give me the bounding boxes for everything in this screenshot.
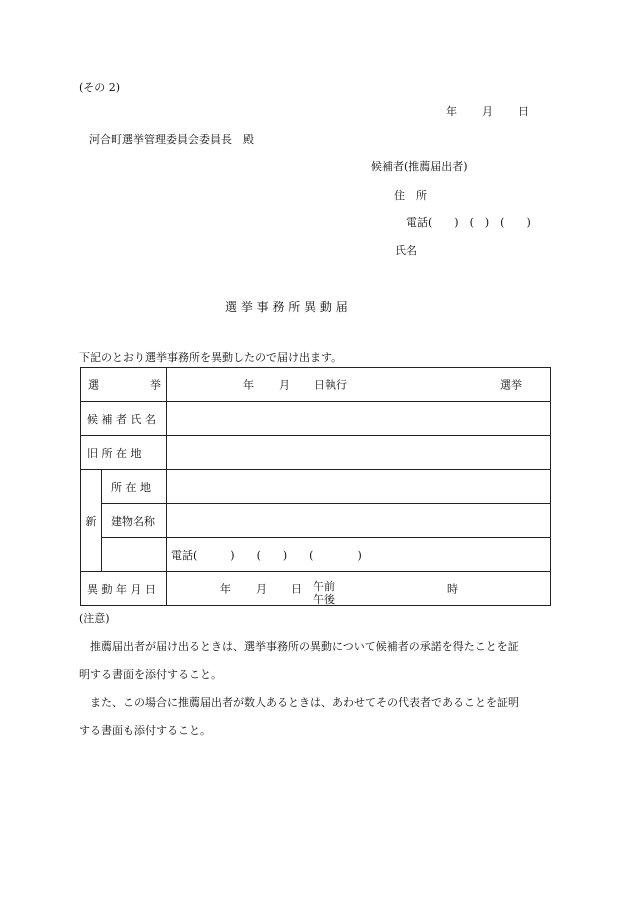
form-number: (その 2) (79, 81, 121, 94)
candidate-value (167, 402, 551, 436)
notes-para2-line2: する書面も添付すること。 (79, 724, 211, 737)
election-month: 月 (279, 378, 290, 391)
applicant-name-label: 氏名 (395, 244, 417, 257)
addressee: 河合町選挙管理委員会委員長 殿 (89, 133, 254, 146)
row-phone (81, 538, 551, 572)
row-building (81, 504, 551, 538)
row-old-location (81, 436, 551, 470)
election-suffix: 選挙 (500, 378, 522, 391)
change-hour: 時 (447, 582, 458, 595)
date-month-label: 月 (482, 105, 493, 118)
new-location-value (167, 470, 551, 504)
change-form-table (80, 367, 551, 606)
change-am: 午前 (313, 580, 335, 593)
document-title: 選 挙 事 務 所 異 動 届 (225, 300, 348, 314)
change-month: 月 (256, 582, 267, 595)
change-pm: 午後 (313, 593, 335, 606)
change-day: 日 (291, 582, 302, 595)
building-label: 建物名称 (102, 504, 167, 538)
old-location-value (167, 436, 551, 470)
notes-para1-line2: 明する書面を添付すること。 (79, 668, 222, 681)
notes-para1-line1: 推薦届出者が届け出るときは、選挙事務所の異動について候補者の承諾を得たことを証 (90, 640, 519, 653)
change-date-label: 異 動 年 月 日 (81, 572, 167, 606)
applicant-phone-label: 電話( ) ( ) ( ) (406, 216, 531, 229)
election-label-1: 選 (88, 378, 99, 391)
row-candidate (81, 402, 551, 436)
applicant-heading: 候補者(推薦届出者) (371, 160, 468, 173)
change-date-value-cell (167, 572, 551, 606)
election-value-cell (167, 368, 551, 402)
election-day: 日執行 (314, 378, 347, 391)
date-day-label: 日 (518, 105, 529, 118)
date-year-label: 年 (446, 105, 457, 118)
row-election (81, 368, 551, 402)
notes-heading: (注意) (79, 612, 110, 625)
election-label-2: 挙 (150, 378, 161, 391)
building-value (167, 504, 551, 538)
intro-text: 下記のとおり選挙事務所を異動したので届け出ます。 (79, 351, 343, 364)
phone-text: 電話( ) ( ) ( ) (167, 538, 551, 572)
phone-blank-label (102, 538, 167, 572)
notes-para2-line1: また、この場合に推薦届出者が数人あるときは、あわせてその代表者であることを証明 (90, 696, 519, 709)
candidate-label: 候 補 者 氏 名 (81, 402, 167, 436)
applicant-address-label: 住 所 (394, 189, 427, 202)
row-new-location (81, 470, 551, 504)
election-label-cell (81, 368, 167, 402)
change-year: 年 (220, 582, 231, 595)
new-label: 新 (81, 470, 102, 572)
election-year: 年 (243, 378, 254, 391)
old-location-label: 旧 所 在 地 (81, 436, 167, 470)
row-change-date (81, 572, 551, 606)
new-location-label: 所 在 地 (102, 470, 167, 504)
